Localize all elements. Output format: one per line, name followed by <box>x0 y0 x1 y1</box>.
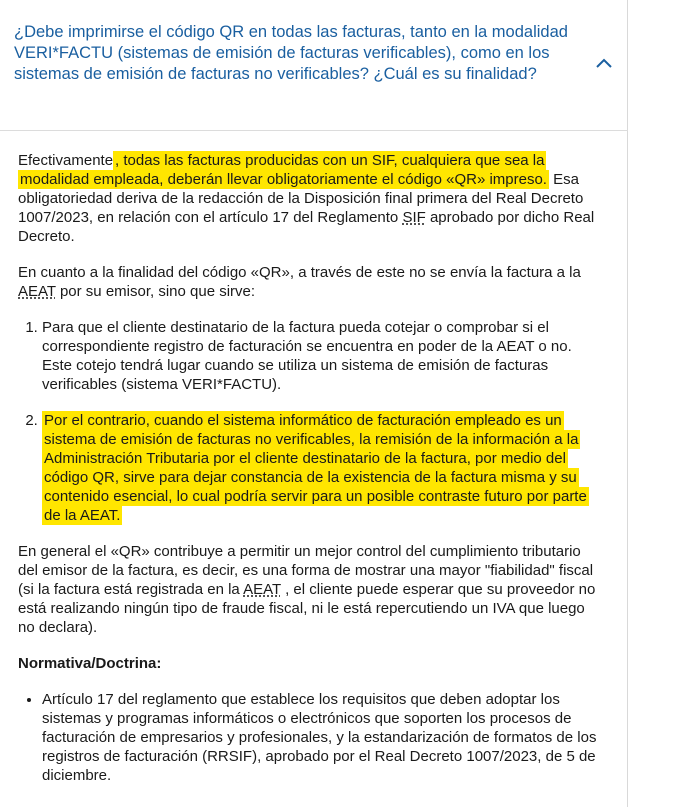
list-item: • Artículo 17 del reglamento que establece los requisitos que deben adoptar los sistemas y programas informáticos o electrónicos que soporten los procesos de facturación de empresarios y profesionales, y la estandarización de formatos de los registros de facturación (RRSIF), aprobado por el Real Decreto 1007/2023, de 5 de diciembre. <box>42 690 603 785</box>
abbreviation-aeat: AEAT <box>18 283 56 300</box>
highlighted-text: Por el contrario, cuando el sistema informático de facturación empleado es un sistema de emisión de facturas no verificables, la remisión de la información a la Administración Tributaria por el cliente destinatario de la factura, por medio del código QR, sirve para dejar constancia de la existencia de la factura misma y su contenido esencial, lo cual podría servir para un posible contraste futuro por parte de la AEAT. <box>44 412 587 524</box>
answer-text: Esa obligatoriedad deriva de la redacción de la Disposición final primera del Real Decreto 1007/2023, en relación con el artículo 17 del Reglamento <box>18 171 584 226</box>
answer-text: En cuanto a la finalidad del código «QR», a través de este no se envía la factura a la <box>18 264 581 281</box>
purpose-list <box>18 318 603 525</box>
faq-answer <box>18 151 603 802</box>
divider <box>0 130 628 131</box>
list-item: 1. Para que el cliente destinatario de la factura pueda cotejar o comprobar si el correspondiente registro de facturación se encuentra en poder de la AEAT o no. Este cotejo tendrá lugar cuando se utiliza un sistema de emisión de facturas verificables (sistema VERI*FACTU). <box>42 318 603 394</box>
answer-text: En general el «QR» contribuye a permitir un mejor control del cumplimiento tributario del emisor de la factura, es decir, es una forma de mostrar una mayor "fiabilidad" fiscal (si la factura está registrada en la <box>18 543 594 598</box>
answer-text: , el cliente puede esperar que su proveedor no está realizando ningún tipo de fraude fiscal, ni le está repercutiendo un IVA que luego no declara). <box>18 581 596 636</box>
answer-paragraph-3 <box>18 542 603 637</box>
normativa-list <box>18 690 603 785</box>
answer-text: por su emisor, sino que sirve: <box>55 283 256 300</box>
answer-paragraph-2 <box>18 263 603 301</box>
chevron-up-icon[interactable] <box>594 56 614 70</box>
highlighted-text: , todas las facturas producidas con un SIF, cualquiera que sea la modalidad empleada, deberán llevar obligatoriamente el código «QR» impreso. <box>20 152 547 188</box>
answer-paragraph-1 <box>18 151 603 246</box>
faq-question[interactable]: ¿Debe imprimirse el código QR en todas las facturas, tanto en la modalidad VERI*FACTU (sistemas de emisión de facturas verificables), como en los sistemas de emisión de facturas no verificables? ¿Cuál es su finalidad? <box>14 23 568 83</box>
abbreviation-sif: SIF <box>402 209 426 226</box>
answer-lead: Efectivamente <box>18 152 114 169</box>
list-item <box>42 411 603 525</box>
normativa-heading: Normativa/Doctrina: <box>18 655 162 672</box>
abbreviation-aeat: AEAT <box>243 581 281 598</box>
answer-text: aprobado por dicho Real Decreto. <box>18 209 595 245</box>
